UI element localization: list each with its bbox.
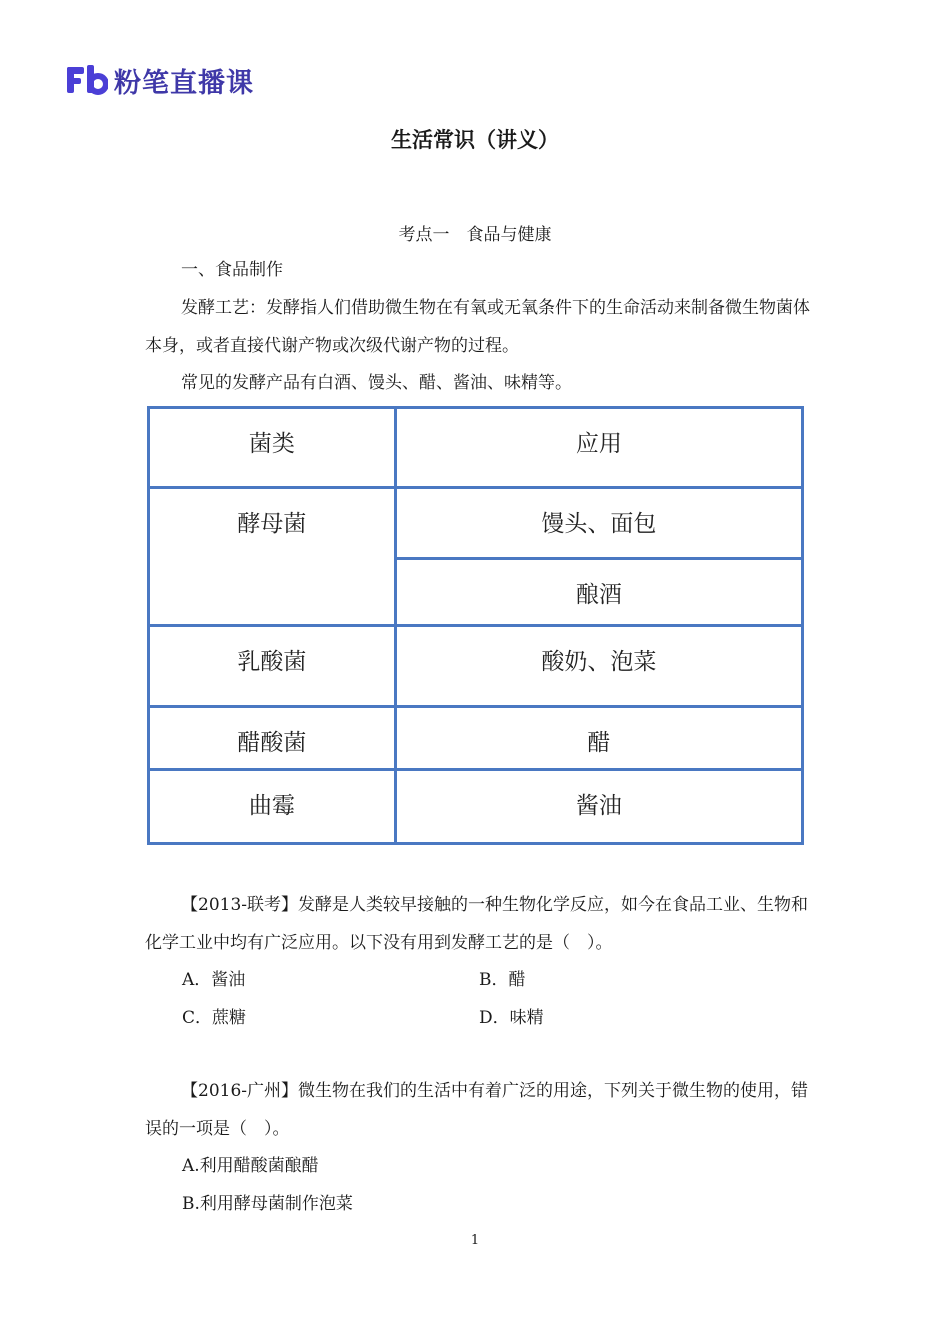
- use-cell: 酿酒: [395, 559, 802, 626]
- question-stem: 【2016-广州】微生物在我们的生活中有着广泛的用途，下列关于微生物的使用，错误的一项是（ ）。: [145, 1081, 809, 1139]
- use-cell: 醋: [395, 707, 802, 770]
- bacteria-cell: 醋酸菌: [149, 707, 396, 770]
- use-cell: 馒头、面包: [395, 488, 802, 559]
- common-products: 常见的发酵产品有白酒、馒头、醋、酱油、味精等。: [181, 373, 572, 393]
- option-d: D．味精: [479, 1007, 544, 1028]
- fermentation-table: [147, 406, 804, 845]
- question-options: [182, 1148, 802, 1223]
- option-b: B.利用酵母菌制作泡菜: [182, 1193, 353, 1214]
- option-b: B．醋: [479, 970, 526, 990]
- table-header-cell: 应用: [395, 408, 802, 488]
- brand-name: 粉笔直播课: [114, 67, 254, 99]
- fermentation-definition: 发酵工艺：发酵指人们借助微生物在有氧或无氧条件下的生命活动来制备微生物菌体本身，或者直接代谢产物或次级代谢产物的过程。: [145, 298, 810, 356]
- question-stem: 【2013-联考】发酵是人类较早接触的一种生物化学反应，如今在食品工业、生物和化学工业中均有广泛应用。以下没有用到发酵工艺的是（ ）。: [145, 895, 809, 953]
- table-row: [149, 488, 803, 559]
- subsection-title: 一、食品制作: [181, 260, 283, 280]
- brand-logo: [66, 62, 254, 98]
- use-cell: 酸奶、泡菜: [395, 626, 802, 707]
- fb-logo-icon: [66, 63, 108, 97]
- section-title: 考点一 食品与健康: [398, 225, 552, 245]
- question-options: [182, 962, 802, 1037]
- option-a: A．酱油: [182, 970, 246, 990]
- option-a: A.利用醋酸菌酿醋: [182, 1156, 319, 1176]
- document-title: 生活常识（讲义）: [391, 128, 559, 152]
- use-cell: 酱油: [395, 770, 802, 844]
- table-row: [149, 626, 803, 707]
- page-number: 1: [470, 1233, 480, 1248]
- bacteria-cell: 曲霉: [149, 770, 396, 844]
- table-header-cell: 菌类: [149, 408, 396, 488]
- bacteria-cell: 乳酸菌: [149, 626, 396, 707]
- table-row: [149, 770, 803, 844]
- bacteria-cell: 酵母菌: [149, 488, 396, 626]
- table-header-row: [149, 408, 803, 488]
- table-row: [149, 707, 803, 770]
- option-c: C．蔗糖: [182, 1007, 247, 1028]
